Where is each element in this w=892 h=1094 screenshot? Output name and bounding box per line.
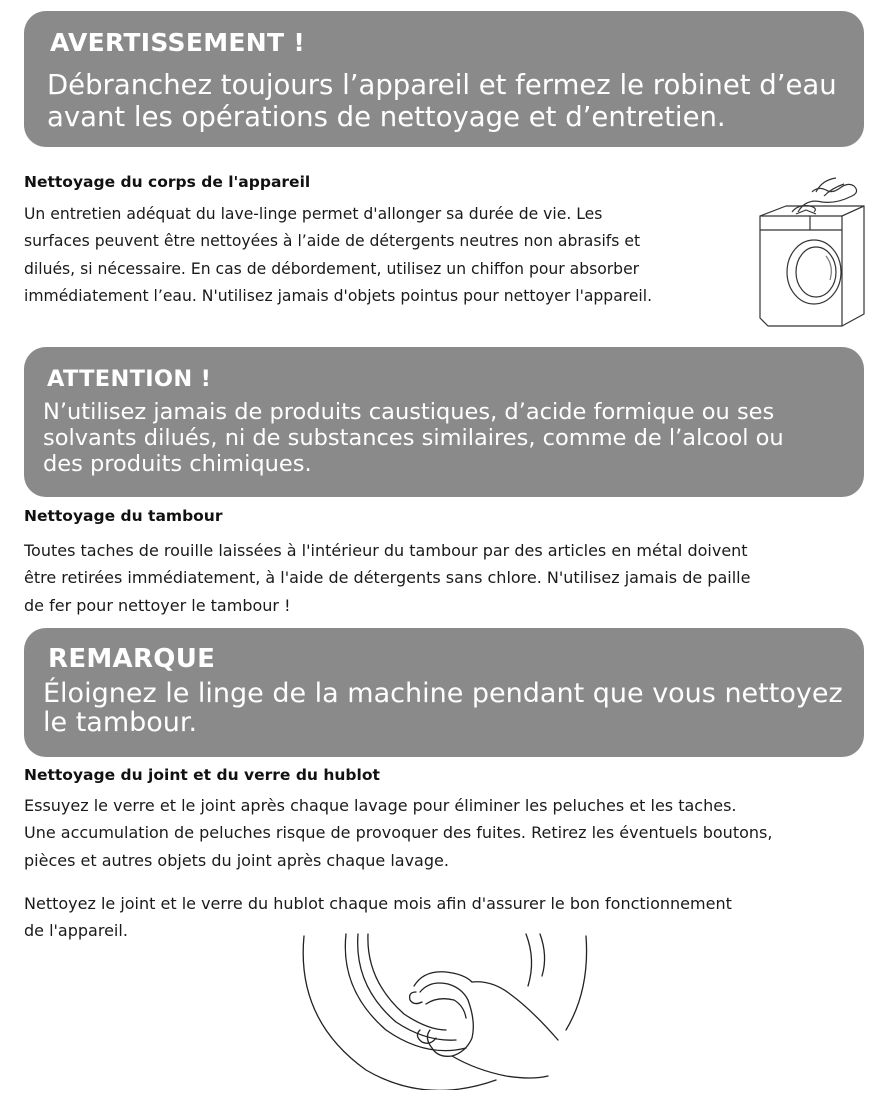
note-text: Éloignez le linge de la machine pendant que vous nettoyez le tambour. [43, 678, 843, 738]
body-cleaning-text: Un entretien adéquat du lave-linge permet d'allonger sa durée de vie. Les surfaces peuvent être nettoyées à l’aide de détergents neutres non abrasifs et dilués, si nécessaire. En cas de débordement, utilisez un chiffon pour absorber immédiatement l’eau. N'utilisez jamais d'objets pointus pour nettoyer l'appareil. [24, 205, 653, 306]
drum-cleaning-text: Toutes taches de rouille laissées à l'intérieur du tambour par des articles en métal doivent être retirées immédiatement, à l'aide de détergents sans chlore. N'utilisez jamais de paille de fer pour nettoyer le tambour ! [24, 541, 751, 615]
attention-text: N’utilisez jamais de produits caustiques, d’acide formique ou ses solvants dilués, ni de substances similaires, comme de l’alcool ou des produits chimiques. [43, 399, 784, 477]
body-cleaning-heading: Nettoyage du corps de l'appareil [24, 173, 311, 191]
warning-box [24, 11, 864, 147]
drum-cleaning-heading: Nettoyage du tambour [24, 507, 223, 525]
seal-cleaning-heading: Nettoyage du joint et du verre du hublot [24, 766, 380, 784]
warning-text: Débranchez toujours l’appareil et fermez le robinet d’eau avant les opérations de nettoyage et d’entretien. [47, 69, 837, 133]
warning-title: AVERTISSEMENT ! [50, 28, 306, 57]
seal-cleaning-text: Essuyez le verre et le joint après chaque lavage pour éliminer les peluches et les taches. Une accumulation de peluches risque de provoquer des fuites. Retirez les éventuels boutons, pièces et autres objets du joint après chaque lavage. [24, 796, 773, 870]
attention-title: ATTENTION ! [47, 366, 212, 392]
note-box [24, 628, 864, 757]
washer-cleaning-illustration [756, 176, 868, 328]
door-seal-cleaning-illustration [296, 930, 596, 1090]
note-title: REMARQUE [48, 644, 216, 674]
seal-monthly-text: Nettoyez le joint et le verre du hublot chaque mois afin d'assurer le bon fonctionnement de l'appareil. [24, 894, 732, 941]
attention-box [24, 347, 864, 497]
